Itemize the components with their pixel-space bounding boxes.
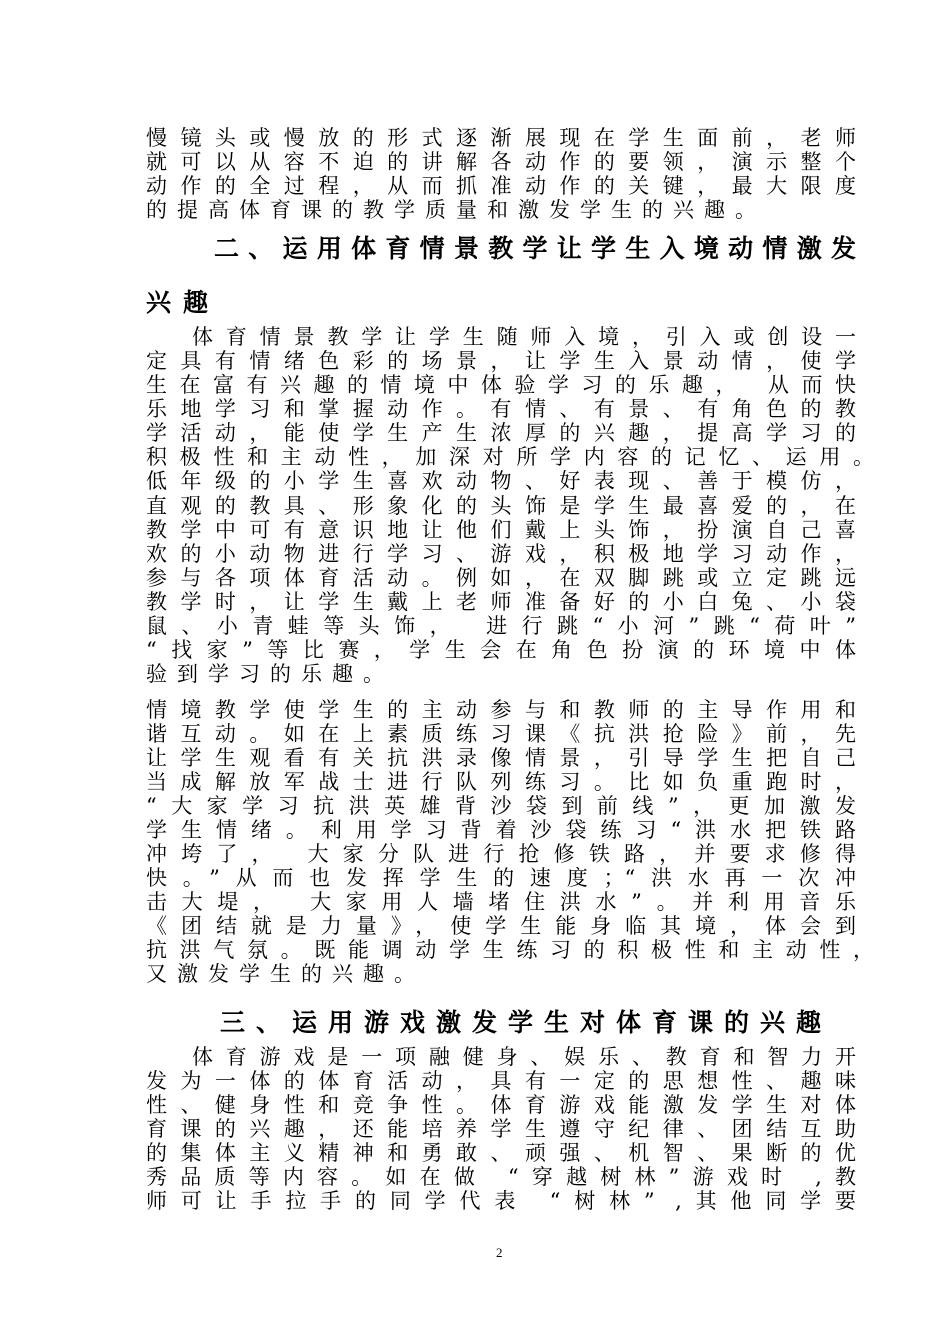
paragraph-line: 发为一体的体育活动，具有一定的思想性、趣味	[146, 1069, 856, 1093]
paragraph-line: 抗洪气氛。既能调动学生练习的积极性和主动性，	[146, 938, 874, 962]
paragraph-line: “大家学习抗洪英雄背沙袋到前线”，更加激发	[146, 794, 856, 818]
paragraph-line: 定具有情绪色彩的场景，让学生入景动情，使学	[146, 349, 856, 373]
paragraph-line: 让学生观看有关抗洪录像情景，引导学生把自己	[146, 746, 856, 770]
paragraph-line: 动作的全过程，从而抓准动作的关键，最大限度	[146, 174, 856, 198]
paragraph-line: 就可以从容不迫的讲解各动作的要领，演示整个	[146, 150, 856, 174]
paragraph-line: 冲垮了， 大家分队进行抢修铁路，并要求修得	[146, 842, 856, 866]
paragraph-line: 直观的教具、形象化的头饰是学生最喜爱的，在	[146, 494, 856, 518]
paragraph-line: 欢的小动物进行学习、游戏，积极地学习动作，	[146, 542, 856, 566]
paragraph-line: 低年级的小学生喜欢动物、好表现、善于模仿，	[146, 469, 856, 493]
paragraph-line: 验到学习的乐趣。	[146, 662, 394, 686]
paragraph-line: 学活动，能使学生产生浓厚的兴趣，提高学习的	[146, 421, 856, 445]
paragraph-line: 教学时，让学生戴上老师准备好的小白兔、小袋	[146, 590, 856, 614]
paragraph-line: 当成解放军战士进行队列练习。比如负重跑时，	[146, 770, 856, 794]
paragraph-line: 《团结就是力量》，使学生能身临其境，体会到	[146, 914, 856, 938]
paragraph-line: 鼠、小青蛙等头饰， 进行跳“小河”跳“荷叶”	[146, 614, 856, 638]
paragraph-line: 乐地学习和掌握动作。有情、有景、有角色的教	[146, 397, 856, 421]
paragraph-line: 秀品质等内容。如在做 “穿越树林”游戏时 ,教	[146, 1165, 856, 1189]
paragraph-line: 师可让手拉手的同学代表 “树林” ,其他同学要	[146, 1189, 856, 1213]
paragraph-line: 参与各项体育活动。例如，在双脚跳或立定跳远	[146, 566, 856, 590]
paragraph-line: 击大堤， 大家用人墙堵住洪水”。并利用音乐	[146, 890, 856, 914]
section-heading-2-continued: 兴趣	[146, 288, 221, 317]
paragraph-line: 教学中可有意识地让他们戴上头饰，扮演自己喜	[146, 518, 856, 542]
paragraph-line: 学生情绪。利用学习背着沙袋练习“洪水把铁路	[146, 818, 856, 842]
paragraph-line: 慢镜头或慢放的形式逐渐展现在学生面前，老师	[146, 126, 856, 150]
paragraph-line: 又激发学生的兴趣。	[146, 962, 425, 986]
paragraph-line: 性、健身性和竞争性。体育游戏能激发学生对体	[146, 1093, 856, 1117]
paragraph-line: 体育情景教学让学生随师入境，引入或创设一	[192, 325, 856, 349]
paragraph-line: 体育游戏是一项融健身、娱乐、教育和智力开	[192, 1045, 856, 1069]
section-heading-2: 二、运用体育情景教学让学生入境动情激发	[214, 234, 856, 263]
paragraph-line: “找家”等比赛，学生会在角色扮演的环境中体	[146, 638, 856, 662]
paragraph-line: 积极性和主动性，加深对所学内容的记忆、运用。	[146, 445, 874, 469]
section-heading-3: 三、运用游戏激发学生对体育课的兴趣	[220, 1008, 833, 1037]
paragraph-line: 谐互动。如在上素质练习课《抗洪抢险》前，先	[146, 722, 856, 746]
paragraph-line: 快。”从而也发挥学生的速度；“洪水再一次冲	[146, 866, 856, 890]
paragraph-line: 的提高体育课的教学质量和激发学生的兴趣。	[146, 198, 766, 222]
paragraph-line: 生在富有兴趣的情境中体验学习的乐趣， 从而快	[146, 373, 856, 397]
paragraph-line: 的集体主义精神和勇敢、顽强、机智、果断的优	[146, 1141, 856, 1165]
page-number: 2	[496, 1245, 503, 1260]
paragraph-line: 育课的兴趣，还能培养学生遵守纪律、团结互助	[146, 1117, 856, 1141]
paragraph-line: 情境教学使学生的主动参与和教师的主导作用和	[146, 698, 856, 722]
